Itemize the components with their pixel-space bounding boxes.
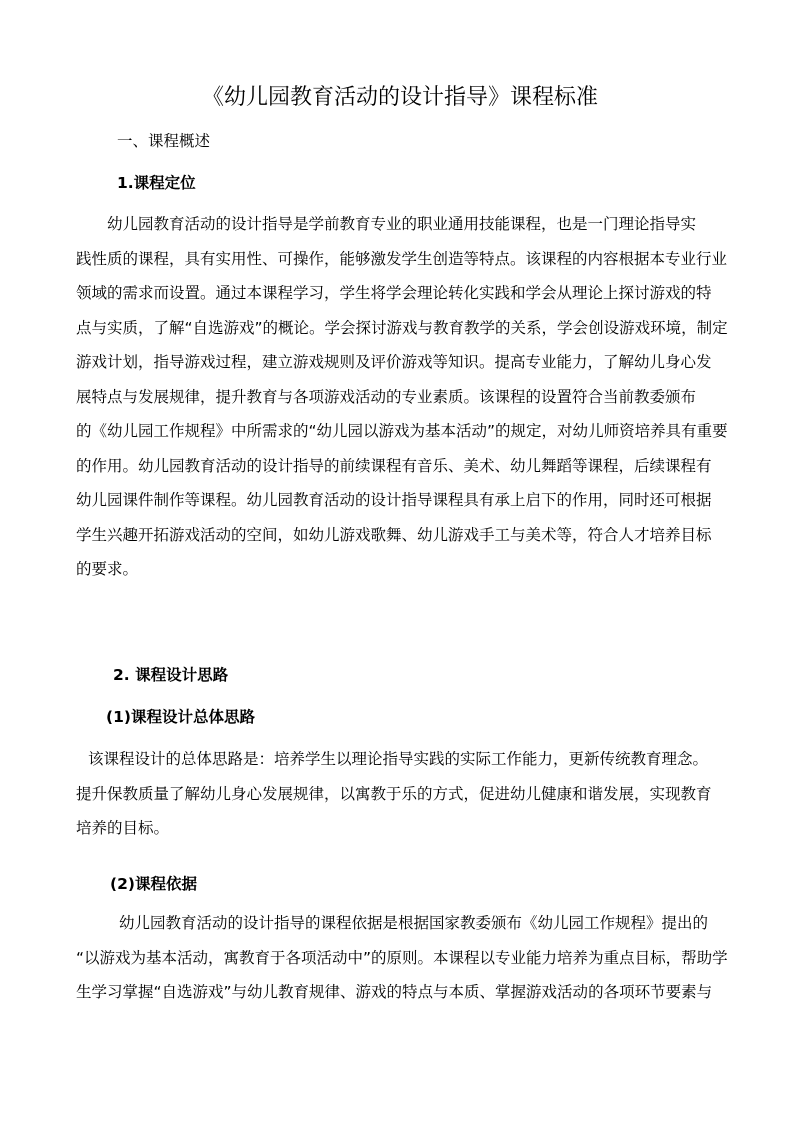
subheading-course-positioning: 1.课程定位 (117, 174, 196, 192)
text-line: 的要求。 (76, 560, 139, 578)
section-heading-overview: 一、课程概述 (117, 132, 211, 150)
document-title: 《幼儿园教育活动的设计指导》课程标准 (201, 85, 598, 110)
paragraph-course-positioning (76, 207, 726, 587)
text-line: 该课程设计的总体思路是：培养学生以理论指导实践的实际工作能力，更新传统教育理念。 (88, 750, 709, 768)
text-line: “以游戏为基本活动，寓教育于各项活动中”的原则。本课程以专业能力培养为重点目标，帮助学 (76, 948, 728, 967)
text-line: 幼儿园课件制作等课程。幼儿园教育活动的设计指导课程具有承上启下的作用，同时还可根据 (76, 491, 712, 509)
text-line: 学生兴趣开拓游戏活动的空间，如幼儿游戏歌舞、幼儿游戏手工与美术等，符合人才培养目标 (76, 525, 712, 544)
text-line: 提升保教质量了解幼儿身心发展规律，以寓教于乐的方式，促进幼儿健康和谐发展，实现教育 (76, 784, 712, 803)
text-line: 生学习掌握“自选游戏”与幼儿教育规律、游戏的特点与本质、掌握游戏活动的各项环节要素与 (76, 983, 713, 1001)
text-line: 践性质的课程，具有实用性、可操作，能够激发学生创造等特点。该课程的内容根据本专业行业 (76, 249, 728, 268)
text-line: 点与实质，了解“自选游戏”的概论。学会探讨游戏与教育教学的关系，学会创设游戏环境，制定 (76, 318, 728, 337)
text-line: 游戏计划，指导游戏过程，建立游戏规则及评价游戏等知识。提高专业能力，了解幼儿身心发 (76, 353, 712, 371)
text-line: 的作用。幼儿园教育活动的设计指导的前续课程有音乐、美术、幼儿舞蹈等课程，后续课程有 (76, 456, 712, 475)
text-line: 培养的目标。 (76, 819, 170, 837)
text-line: 领域的需求而设置。通过本课程学习，学生将学会理论转化实践和学会从理论上探讨游戏的特 (76, 284, 712, 302)
subheading-course-design: 2. 课程设计思路 (113, 666, 229, 684)
text-line: 的《幼儿园工作规程》中所需求的“幼儿园以游戏为基本活动”的规定，对幼儿师资培养具有重要 (76, 422, 728, 440)
paragraph-course-basis (76, 906, 726, 1010)
text-line: 幼儿园教育活动的设计指导是学前教育专业的职业通用技能课程，也是一门理论指导实 (107, 215, 697, 233)
paragraph-overall-design (76, 742, 726, 846)
text-line: 展特点与发展规律，提升教育与各项游戏活动的专业素质。该课程的设置符合当前教委颁布 (76, 387, 697, 406)
subheading-overall-design: (1)课程设计总体思路 (106, 708, 255, 726)
text-line: 幼儿园教育活动的设计指导的课程依据是根据国家教委颁布《幼儿园工作规程》提出的 (119, 914, 709, 932)
subheading-course-basis: (2)课程依据 (110, 875, 197, 893)
